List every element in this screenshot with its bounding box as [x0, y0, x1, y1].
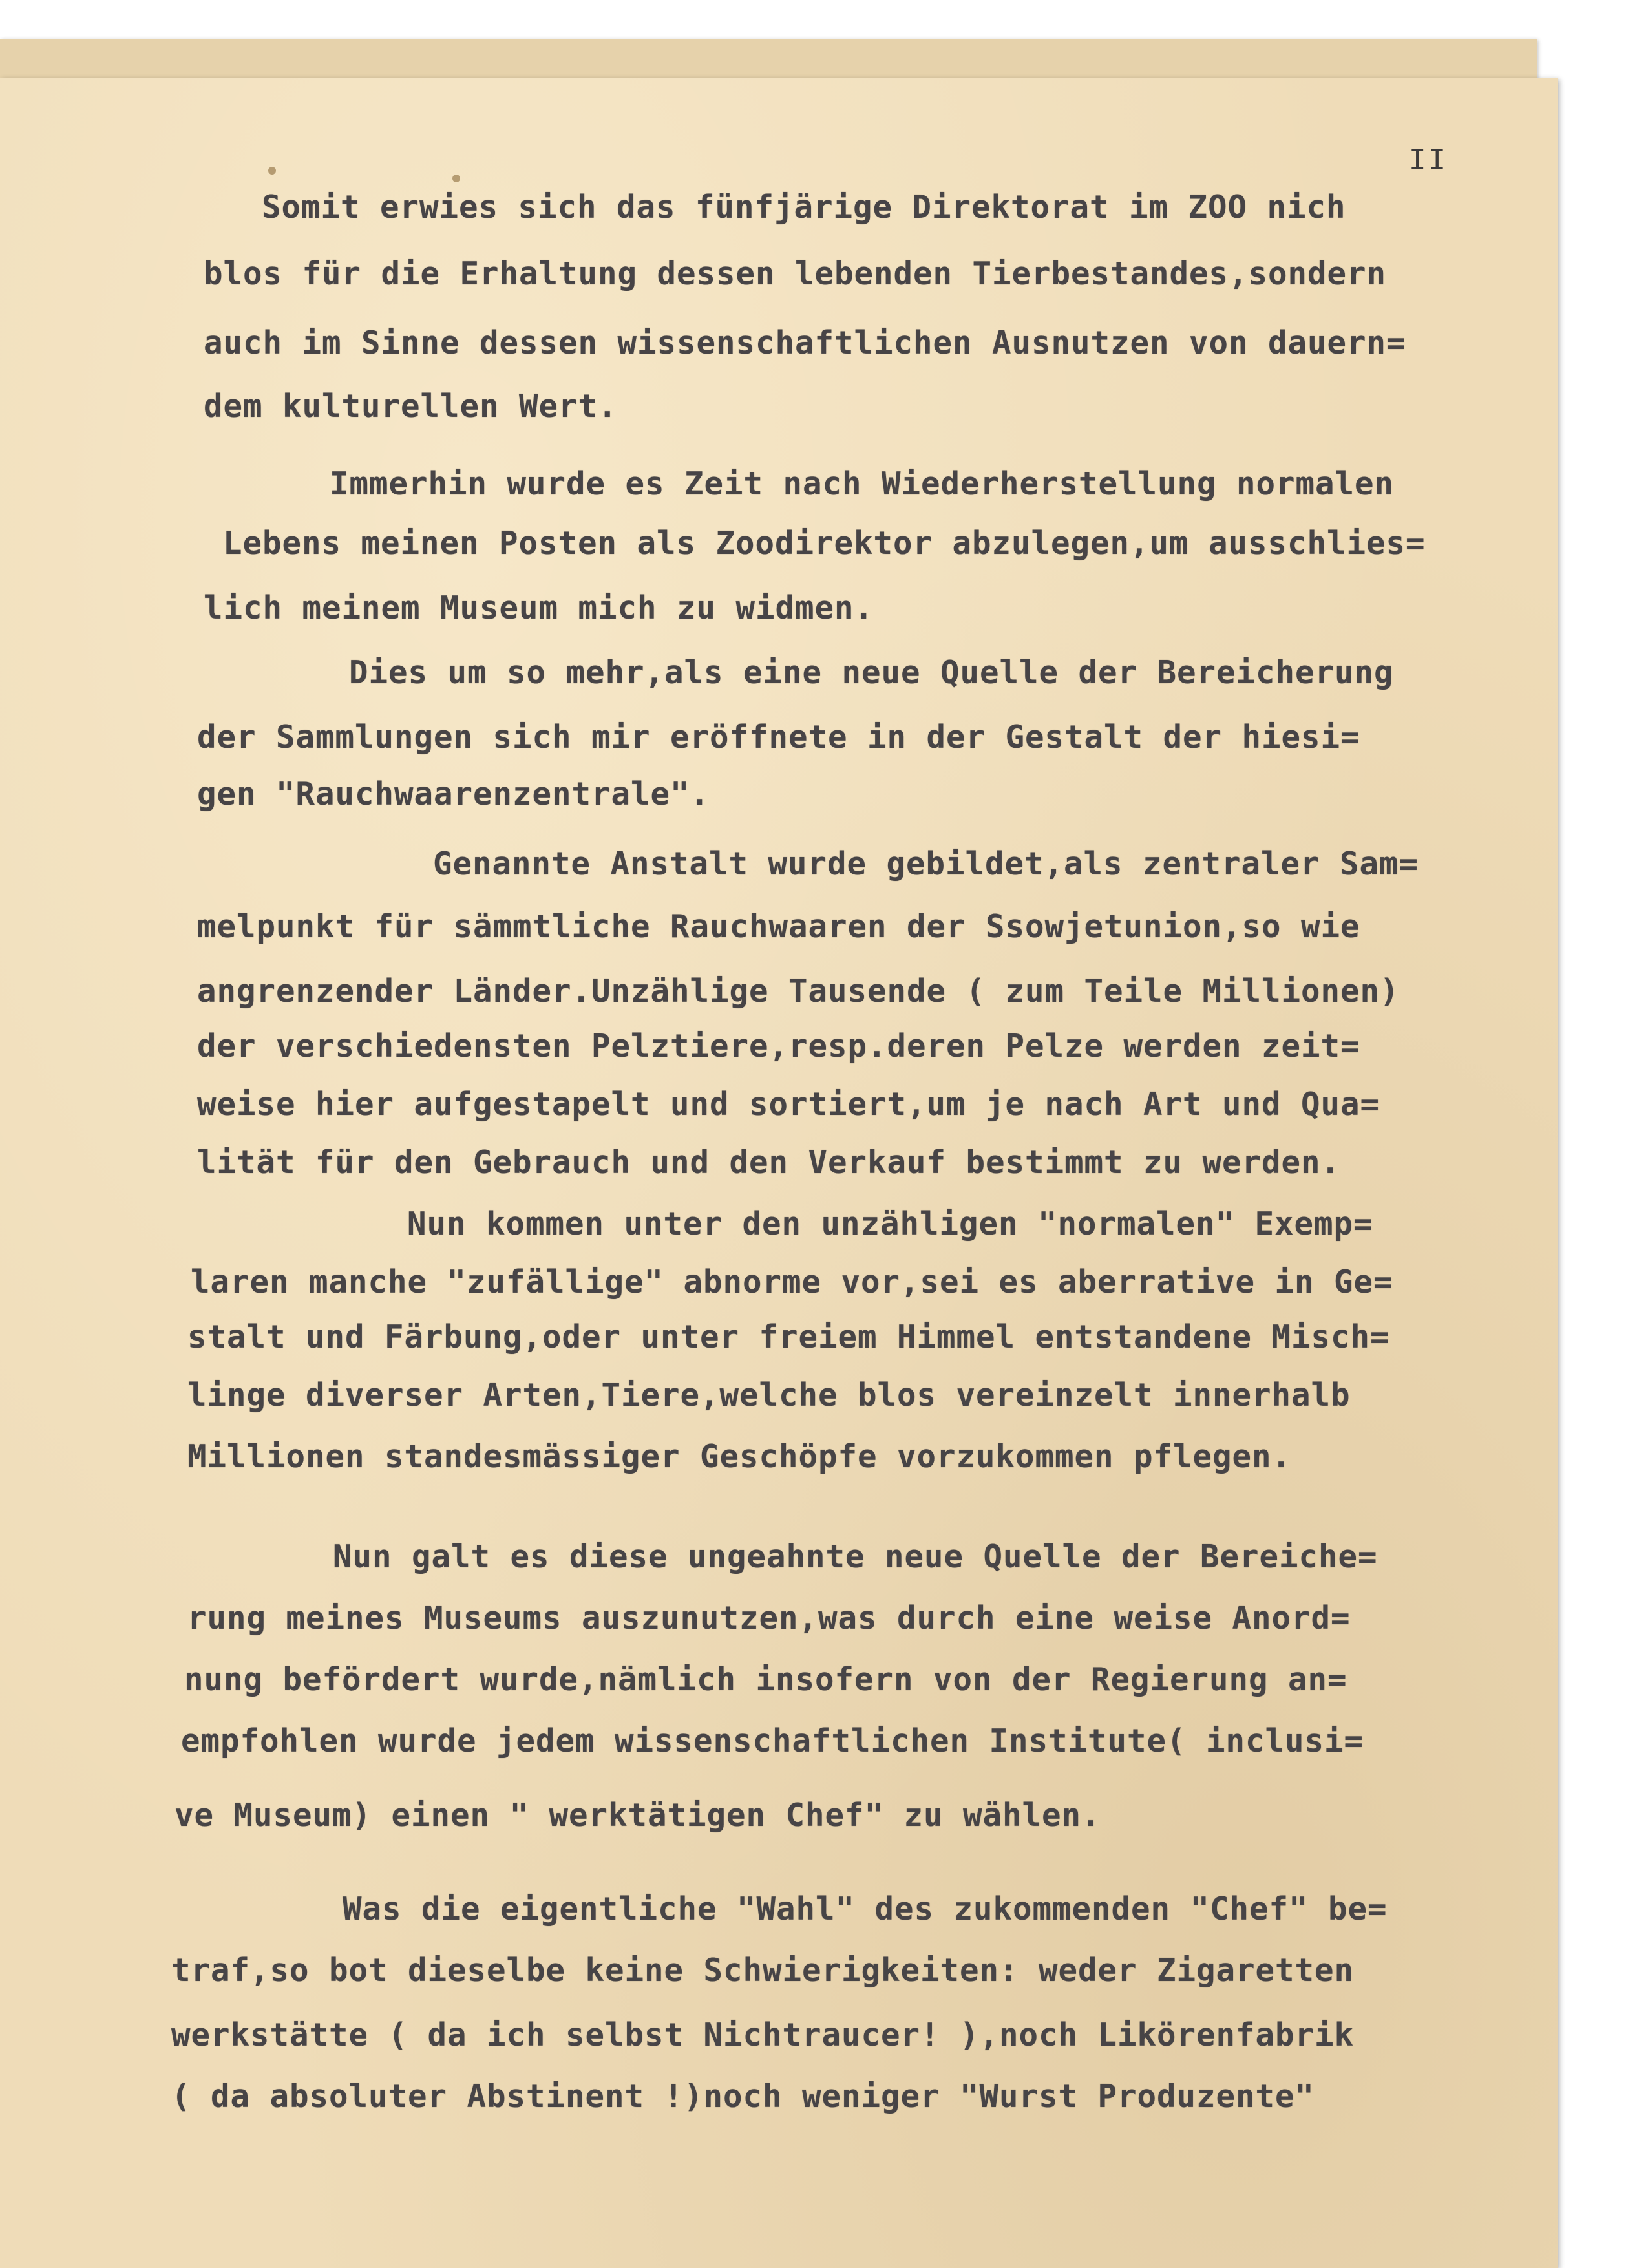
text-line: laren manche "zufällige" abnorme vor,sei es aberrative in Ge= [191, 1264, 1393, 1300]
text-line: ( da absoluter Abstinent !)noch weniger "Wurst Produzente" [171, 2078, 1315, 2115]
text-line: gen "Rauchwaarenzentrale". [197, 776, 710, 812]
text-line: Nun galt es diese ungeahnte neue Quelle der Bereiche= [333, 1538, 1378, 1575]
text-line: melpunkt für sämmtliche Rauchwaaren der Ssowjetunion,so wie [197, 908, 1360, 945]
text-line: empfohlen wurde jedem wissenschaftlichen Institute( inclusi= [181, 1722, 1364, 1759]
text-line: dem kulturellen Wert. [204, 388, 618, 425]
text-line: der Sammlungen sich mir eröffnete in der Gestalt der hiesi= [197, 719, 1360, 756]
text-line: blos für die Erhaltung dessen lebenden Tierbestandes,sondern [204, 255, 1387, 292]
text-line: werkstätte ( da ich selbst Nichtraucer! ),noch Likörenfabrik [171, 2017, 1355, 2053]
text-line: nung befördert wurde,nämlich insofern von der Regierung an= [184, 1661, 1347, 1698]
text-line: Nun kommen unter den unzähligen "normalen" Exemp= [407, 1205, 1373, 1242]
text-line: der verschiedensten Pelztiere,resp.deren Pelze werden zeit= [197, 1028, 1360, 1065]
text-line: Dies um so mehr,als eine neue Quelle der Bereicherung [349, 654, 1394, 691]
text-line: Lebens meinen Posten als Zoodirektor abzulegen,um ausschlies= [223, 525, 1426, 562]
text-line: stalt und Färbung,oder unter freiem Himmel entstandene Misch= [187, 1319, 1390, 1355]
text-line: weise hier aufgestapelt und sortiert,um je nach Art und Qua= [197, 1086, 1380, 1123]
text-line: auch im Sinne dessen wissenschaftlichen Ausnutzen von dauern= [204, 324, 1406, 361]
text-line: traf,so bot dieselbe keine Schwierigkeiten: weder Zigaretten [171, 1952, 1355, 1989]
text-line: lität für den Gebrauch und den Verkauf bestimmt zu werden. [197, 1144, 1341, 1181]
text-line: Millionen standesmässiger Geschöpfe vorzukommen pflegen. [187, 1438, 1292, 1475]
text-line: linge diverser Arten,Tiere,welche blos vereinzelt innerhalb [187, 1377, 1351, 1414]
text-line: lich meinem Museum mich zu widmen. [204, 589, 874, 626]
text-line: angrenzender Länder.Unzählige Tausende ( zum Teile Millionen) [197, 973, 1400, 1010]
text-line: Immerhin wurde es Zeit nach Wiederherstellung normalen [330, 465, 1395, 502]
text-line: Somit erwies sich das fünfjärige Direktorat im ZOO nich [262, 189, 1346, 226]
text-line: Genannte Anstalt wurde gebildet,als zentraler Sam= [433, 845, 1419, 882]
text-line: Was die eigentliche "Wahl" des zukommenden "Chef" be= [343, 1891, 1388, 1927]
text-line: ve Museum) einen " werktätigen Chef" zu wählen. [174, 1797, 1101, 1834]
text-line: rung meines Museums auszunutzen,was durch eine weise Anord= [187, 1600, 1351, 1637]
page-number: II [1409, 143, 1448, 176]
